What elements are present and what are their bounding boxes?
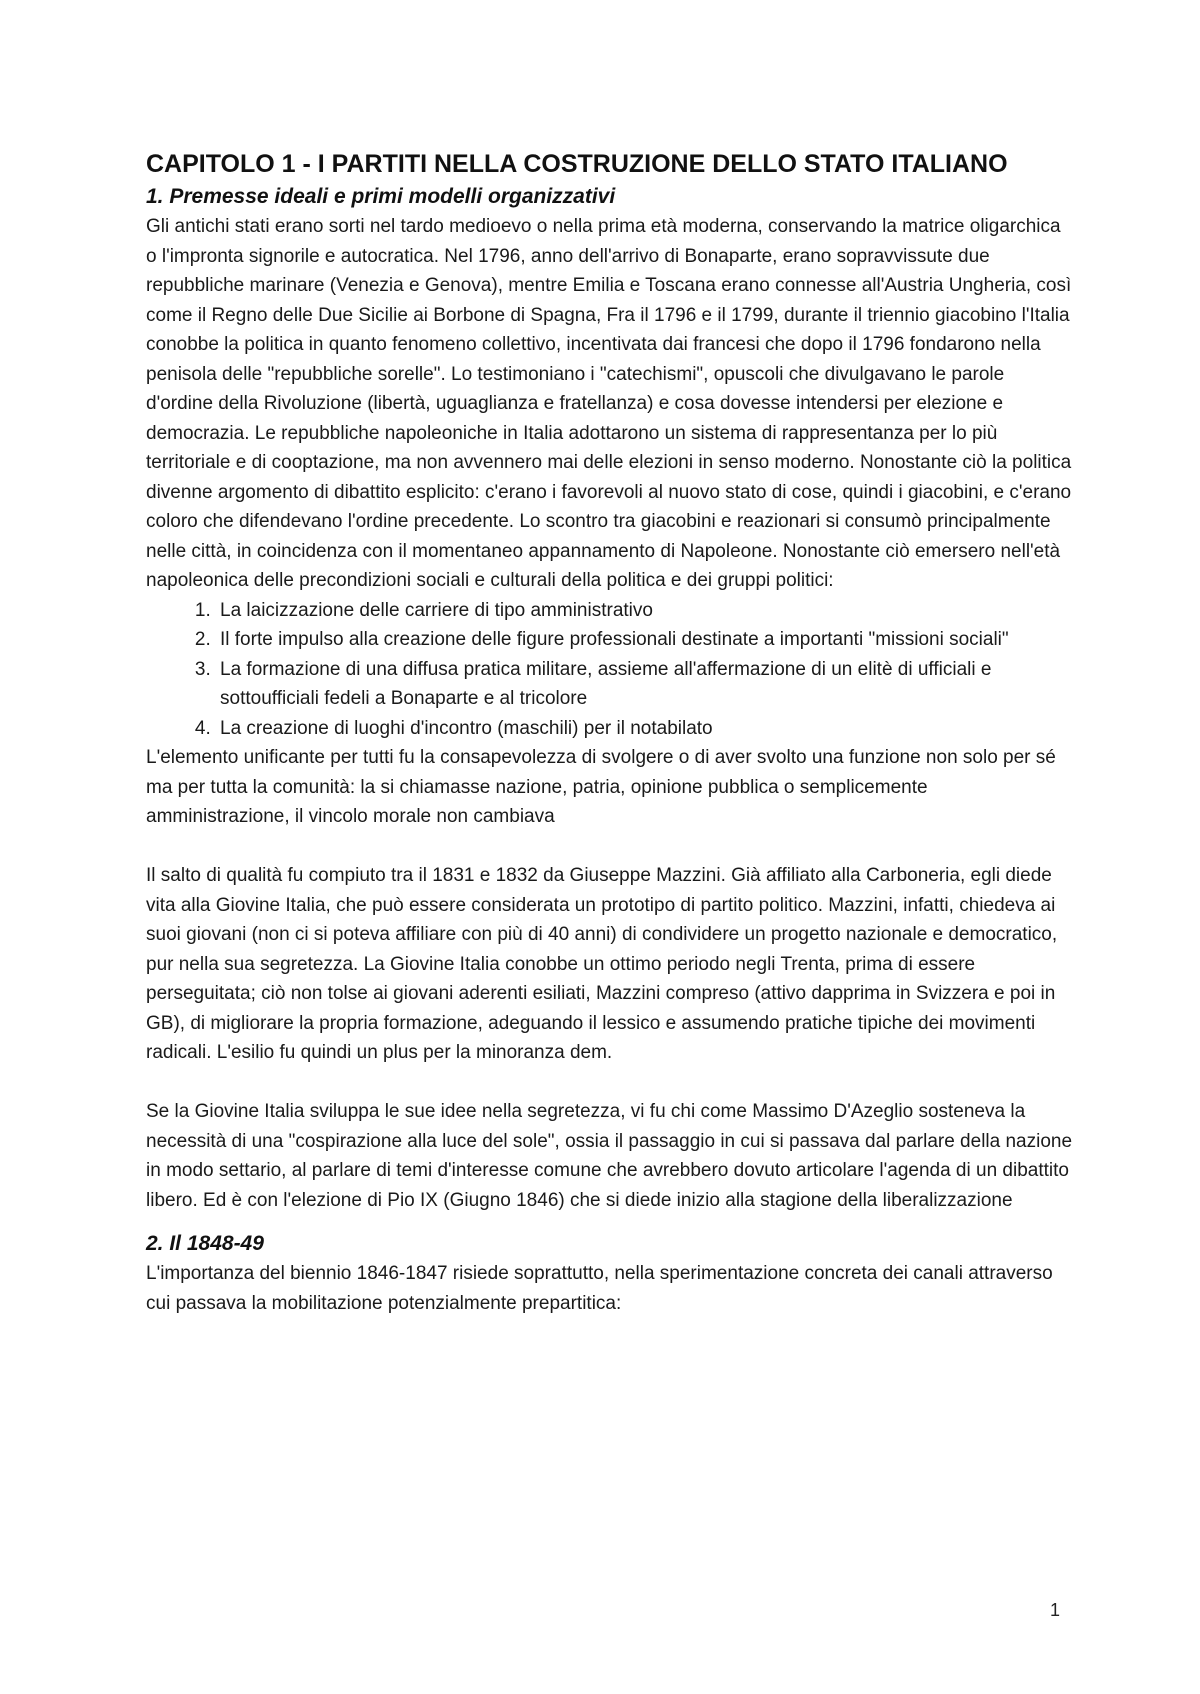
section-1-paragraph-2: L'elemento unificante per tutti fu la consapevolezza di svolgere o di aver svolto una funzione non solo per sé ma per tutta la comunità: la si chiamasse nazione, patria, opinione pubblica o semplicemente amministrazione, il vincolo morale non cambiava — [146, 747, 1056, 827]
document-page — [146, 146, 1076, 1318]
section-2-title: 2. Il 1848-49 — [146, 1232, 264, 1255]
section-1-paragraph-4: Se la Giovine Italia sviluppa le sue idee nella segretezza, vi fu chi come Massimo D'Azeglio sosteneva la necessità di una "cospirazione alla luce del sole", ossia il passaggio in cui si passava dal parlare della nazione in modo settario, al parlare di temi d'interesse comune che avrebbero dovuto articolare l'agenda di un dibattito libero. Ed è con l'elezione di Pio IX (Giugno 1846) che si diede inizio alla stagione della liberalizzazione — [146, 1101, 1073, 1211]
section-1-title: 1. Premesse ideali e primi modelli organizzativi — [146, 185, 616, 208]
chapter-title: CAPITOLO 1 - I PARTITI NELLA COSTRUZIONE DELLO STATO ITALIANO — [146, 150, 1008, 178]
list-item: 3. La formazione di una diffusa pratica militare, assieme all'affermazione di un elitè di ufficiali e sottoufficiali fedeli a Bonaparte e al tricolore — [216, 655, 1076, 714]
list-item: 4. La creazione di luoghi d'incontro (maschili) per il notabilato — [216, 714, 1076, 744]
list-item: 1. La laicizzazione delle carriere di tipo amministrativo — [216, 596, 1076, 626]
page-number: 1 — [1049, 1600, 1060, 1620]
section-1-paragraph-1: Gli antichi stati erano sorti nel tardo medioevo o nella prima età moderna, conservando la matrice oligarchica o l'impronta signorile e autocratica. Nel 1796, anno dell'arrivo di Bonaparte, erano sopravvissute due repubbliche marinare (Venezia e Genova), mentre Emilia e Toscana erano connesse all'Austria Ungheria, così come il Regno delle Due Sicilie ai Borbone di Spagna, Fra il 1796 e il 1799, durante il triennio giacobino l'Italia conobbe la politica in quanto fenomeno collettivo, incentivata dai francesi che dopo il 1796 fondarono nella penisola delle "repubbliche sorelle". Lo testimoniano i "catechismi", opuscoli che divulgavano le parole d'ordine della Rivoluzione (libertà, uguaglianza e fratellanza) e cosa dovesse intendersi per elezione e democrazia. Le repubbliche napoleoniche in Italia adottarono un sistema di rappresentanza per lo più territoriale e di cooptazione, ma non avvennero mai delle elezioni in senso moderno. Nonostante ciò la politica divenne argomento di dibattito esplicito: c'erano i favorevoli al nuovo stato di cose, quindi i giacobini, e c'erano coloro che difendevano l'ordine precedente. Lo scontro tra giacobini e reazionari si consumò principalmente nelle città, in coincidenza con il momentaneo appannamento di Napoleone. Nonostante ciò emersero nell'età napoleonica delle precondizioni sociali e culturali della politica e dei gruppi politici: — [146, 216, 1072, 591]
section-1-paragraph-3: Il salto di qualità fu compiuto tra il 1831 e 1832 da Giuseppe Mazzini. Già affiliato alla Carboneria, egli diede vita alla Giovine Italia, che può essere considerata un prototipo di partito politico. Mazzini, infatti, chiedeva ai suoi giovani (non ci si poteva affiliare con più di 40 anni) di condividere un progetto nazionale e democratico, pur nella sua segretezza. La Giovine Italia conobbe un ottimo periodo negli Trenta, prima di essere perseguitata; ciò non tolse ai giovani aderenti esiliati, Mazzini compreso (attivo dapprima in Svizzera e poi in GB), di migliorare la propria formazione, adeguando il lessico e assumendo pratiche tipiche dei movimenti radicali. L'esilio fu quindi un plus per la minoranza dem. — [146, 865, 1058, 1063]
list-item: 2. Il forte impulso alla creazione delle figure professionali destinate a importanti "missioni sociali" — [216, 625, 1076, 655]
conditions-list — [146, 596, 1076, 744]
section-2-paragraph-1: L'importanza del biennio 1846-1847 risiede soprattutto, nella sperimentazione concreta dei canali attraverso cui passava la mobilitazione potenzialmente prepartitica: — [146, 1263, 1053, 1314]
